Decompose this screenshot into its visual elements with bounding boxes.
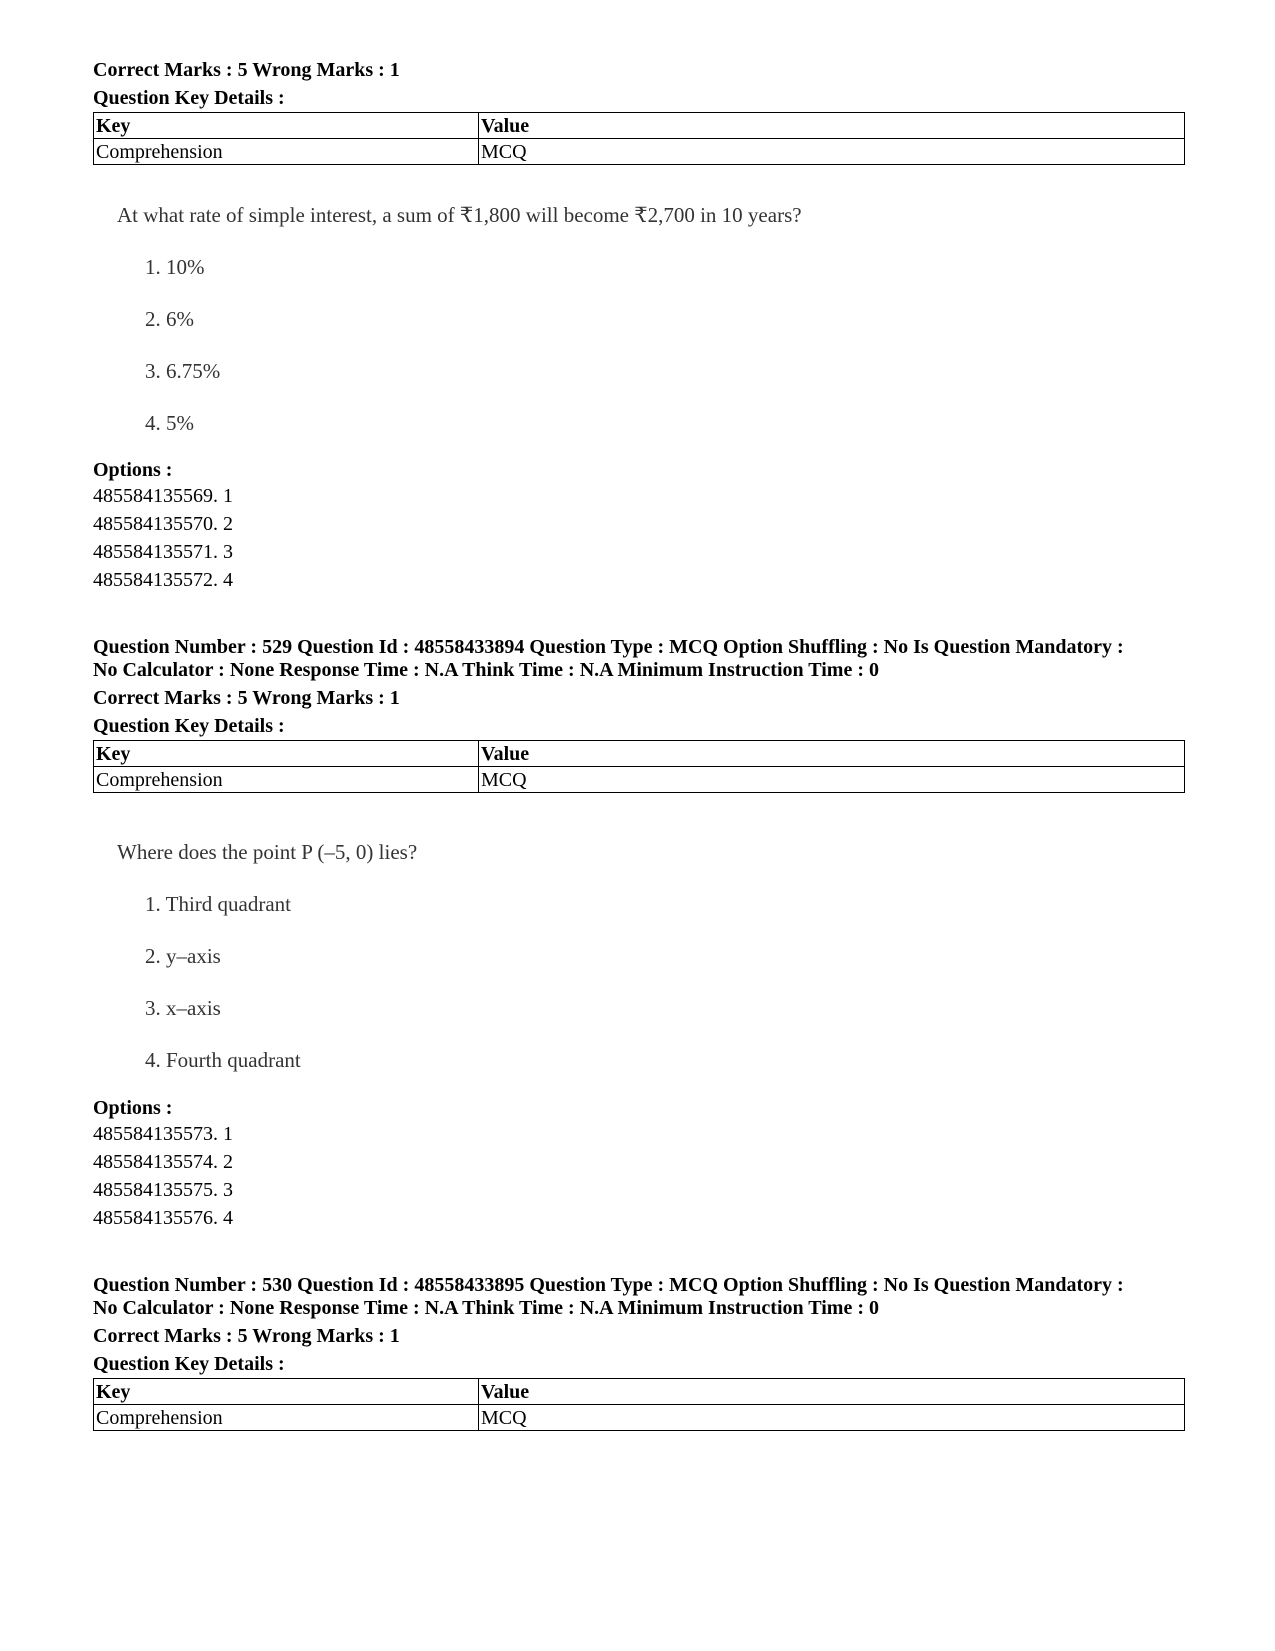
choice-3: 3. 6.75% <box>145 359 221 383</box>
header-key: Key <box>94 741 479 767</box>
key-details-label: Question Key Details : <box>93 715 285 737</box>
marks-line: Correct Marks : 5 Wrong Marks : 1 <box>93 1325 400 1347</box>
cell-value: MCQ <box>479 767 1185 793</box>
table-header-row <box>94 1379 1185 1405</box>
key-details-table <box>93 740 1185 793</box>
cell-key: Comprehension <box>94 139 479 165</box>
header-key: Key <box>94 1379 479 1405</box>
choice-2: 2. y–axis <box>145 944 221 968</box>
question-meta-line2: No Calculator : None Response Time : N.A Think Time : N.A Minimum Instruction Time : 0 <box>93 1297 879 1319</box>
header-key: Key <box>94 113 479 139</box>
header-value: Value <box>479 1379 1185 1405</box>
table-row <box>94 139 1185 165</box>
question-text: At what rate of simple interest, a sum of ₹1,800 will become ₹2,700 in 10 years? <box>117 203 802 227</box>
question-meta-line1: Question Number : 529 Question Id : 48558433894 Question Type : MCQ Option Shuffling : No Is Question Mandatory : <box>93 636 1124 658</box>
cell-key: Comprehension <box>94 767 479 793</box>
table-header-row <box>94 113 1185 139</box>
options-section <box>93 458 1193 594</box>
key-details-table <box>93 1378 1185 1431</box>
options-label: Options : <box>93 459 173 481</box>
choice-4: 4. Fourth quadrant <box>145 1048 301 1072</box>
header-value: Value <box>479 113 1185 139</box>
option-item: 485584135569. 1 <box>93 485 233 507</box>
choice-1: 1. 10% <box>145 255 205 279</box>
cell-key: Comprehension <box>94 1405 479 1431</box>
options-section <box>93 1096 1193 1232</box>
marks-line: Correct Marks : 5 Wrong Marks : 1 <box>93 59 400 81</box>
question-image <box>117 840 1017 1080</box>
table-row <box>94 1405 1185 1431</box>
choice-1: 1. Third quadrant <box>145 892 291 916</box>
choice-2: 2. 6% <box>145 307 194 331</box>
cell-value: MCQ <box>479 1405 1185 1431</box>
cell-value: MCQ <box>479 139 1185 165</box>
options-label: Options : <box>93 1097 173 1119</box>
question-530-header <box>93 1274 1193 1431</box>
key-details-label: Question Key Details : <box>93 1353 285 1375</box>
question-529-header <box>93 636 1193 793</box>
question-meta-line2: No Calculator : None Response Time : N.A Think Time : N.A Minimum Instruction Time : 0 <box>93 659 879 681</box>
key-details-table <box>93 112 1185 165</box>
question-image <box>117 203 1017 443</box>
choice-4: 4. 5% <box>145 411 194 435</box>
table-header-row <box>94 741 1185 767</box>
key-details-label: Question Key Details : <box>93 87 285 109</box>
option-item: 485584135576. 4 <box>93 1207 233 1229</box>
question-text: Where does the point P (–5, 0) lies? <box>117 840 418 864</box>
choice-3: 3. x–axis <box>145 996 221 1020</box>
option-item: 485584135570. 2 <box>93 513 233 535</box>
option-item: 485584135571. 3 <box>93 541 233 563</box>
option-item: 485584135572. 4 <box>93 569 233 591</box>
table-row <box>94 767 1185 793</box>
marks-line: Correct Marks : 5 Wrong Marks : 1 <box>93 687 400 709</box>
option-item: 485584135574. 2 <box>93 1151 233 1173</box>
question-528-header <box>93 58 1193 165</box>
option-item: 485584135573. 1 <box>93 1123 233 1145</box>
header-value: Value <box>479 741 1185 767</box>
question-meta-line1: Question Number : 530 Question Id : 48558433895 Question Type : MCQ Option Shuffling : No Is Question Mandatory : <box>93 1274 1124 1296</box>
option-item: 485584135575. 3 <box>93 1179 233 1201</box>
